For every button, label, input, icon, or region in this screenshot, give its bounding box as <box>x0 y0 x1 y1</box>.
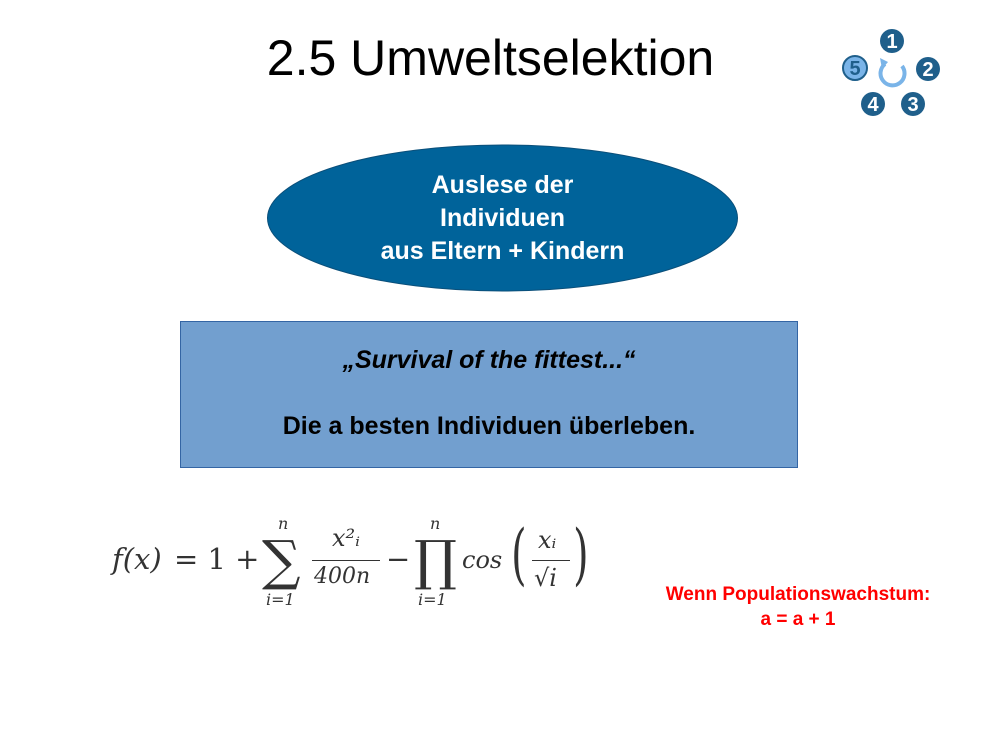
selection-ellipse-text <box>266 143 739 293</box>
survival-statement: Die a besten Individuen überleben. <box>282 412 696 440</box>
cycle-step-1-label: 1 <box>886 31 898 53</box>
formula-eq-one-plus: = 1 + <box>174 542 260 576</box>
ellipse-line-1: Auslese der <box>431 170 574 199</box>
frac2-numerator: xᵢ <box>538 526 557 554</box>
fitness-formula <box>112 512 612 612</box>
page-title: 2.5 Umweltselektion <box>266 30 715 86</box>
sum-upper: n <box>278 514 289 533</box>
ellipse-line-3: aus Eltern + Kindern <box>380 236 625 265</box>
cycle-arrow-icon <box>881 64 905 85</box>
frac1-numerator: x²ᵢ <box>332 524 360 552</box>
formula-minus: − <box>386 542 411 576</box>
frac2-bar <box>532 560 570 561</box>
prod-upper: n <box>430 514 441 533</box>
right-paren-icon: ) <box>573 516 589 593</box>
formula-lhs: f(x) <box>112 542 162 576</box>
formula-cos: cos <box>462 546 503 574</box>
cycle-step-3-label: 3 <box>907 94 919 116</box>
cycle-steps-icon <box>836 26 946 126</box>
prod-symbol-icon: ∏ <box>414 529 457 592</box>
note-line-1: Wenn Populationswachstum: <box>665 584 931 605</box>
cycle-step-5-label: 5 <box>849 58 861 80</box>
survival-box <box>180 321 798 468</box>
population-growth-note <box>630 582 966 632</box>
sum-symbol-icon: ∑ <box>262 529 301 592</box>
prod-lower: i=1 <box>418 590 447 609</box>
sum-lower: i=1 <box>266 590 295 609</box>
frac1-denominator: 400n <box>314 564 371 589</box>
left-paren-icon: ( <box>511 516 527 593</box>
frac1-bar <box>312 560 380 561</box>
ellipse-line-2: Individuen <box>440 203 565 232</box>
note-line-2: a = a + 1 <box>760 609 836 630</box>
frac2-denominator: √i <box>534 564 557 592</box>
cycle-step-2-label: 2 <box>922 59 934 81</box>
survival-quote: „Survival of the fittest...“ <box>342 346 636 374</box>
cycle-step-4-label: 4 <box>867 94 879 116</box>
